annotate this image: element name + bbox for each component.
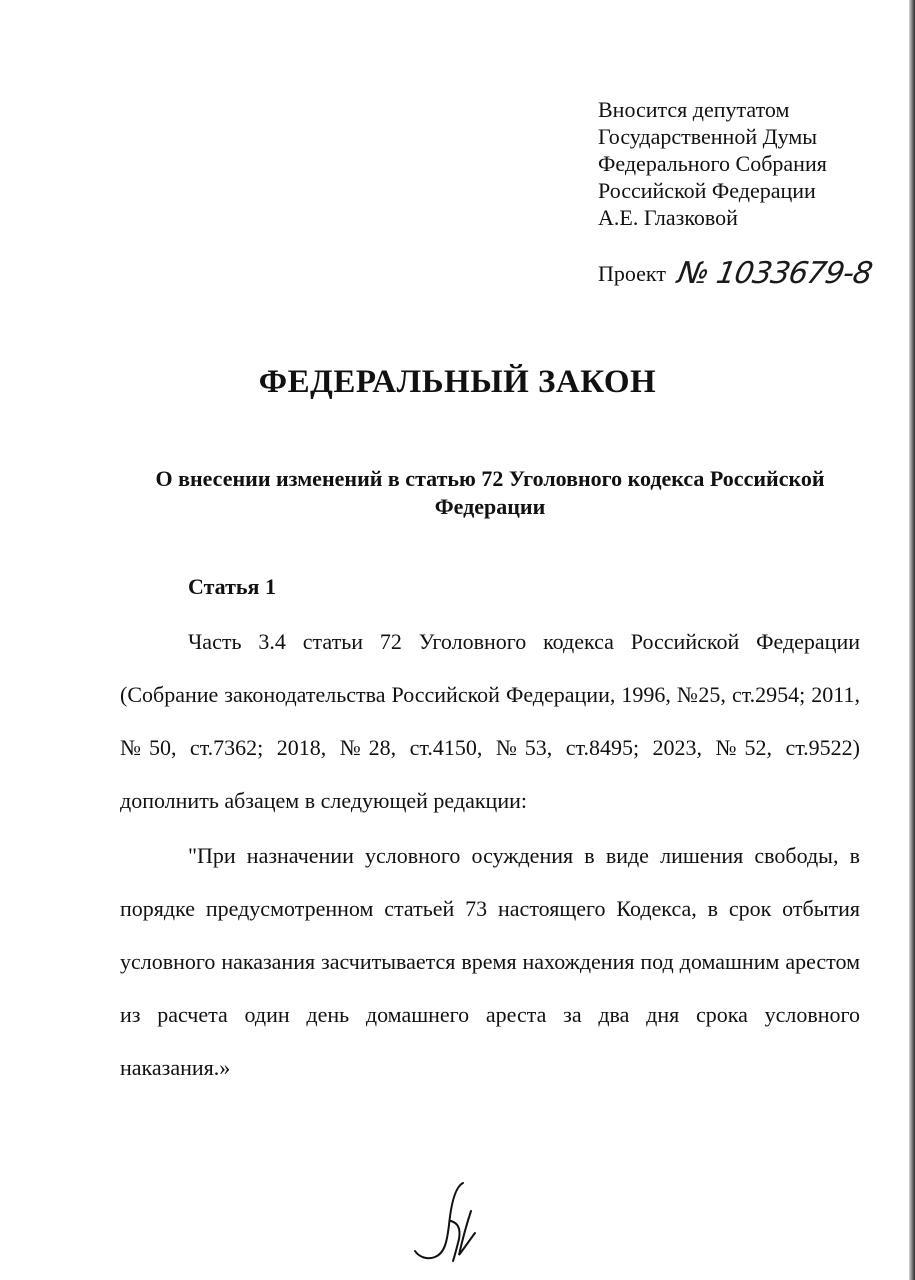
scan-edge-shadow (909, 0, 915, 1280)
introduced-by-block (598, 96, 898, 231)
article-paragraph-quote: "При назначении условного осуждения в виде лишения свободы, в порядке предусмотренном статьей 73 настоящего Кодекса, в срок отбытия условного наказания засчитывается время нахождения под домашним арестом из расчета один день домашнего ареста за два дня срока условного наказания.» (120, 843, 860, 1080)
article-heading: Статья 1 (188, 574, 276, 599)
project-label: Проект (598, 261, 666, 286)
document-title: ФЕДЕРАЛЬНЫЙ ЗАКОН (258, 364, 657, 400)
introduced-by-line: Российской Федерации (598, 178, 816, 203)
project-line (598, 247, 875, 291)
introduced-by-line: Государственной Думы (598, 124, 818, 149)
introduced-by-line: Федерального Собрания (598, 151, 827, 176)
introduced-by-line: Вносится депутатом (598, 97, 790, 122)
article-paragraph: Часть 3.4 статьи 72 Уголовного кодекса Российской Федерации (Собрание законодательства Российской Федерации, 1996, №25, ст.2954; 2011, №50, ст.7362; 2018, №28, ст.4150, №53, ст.8495; 2023, №52, ст.9522) дополнить абзацем в следующей редакции: (120, 629, 860, 813)
document-subtitle: О внесении изменений в статью 72 Уголовного кодекса Российской Федерации (155, 466, 825, 519)
signature-icon (405, 1175, 495, 1275)
introduced-by-line: А.Е. Глазковой (598, 205, 738, 230)
project-number-handwritten: № 1033679-8 (674, 256, 875, 291)
